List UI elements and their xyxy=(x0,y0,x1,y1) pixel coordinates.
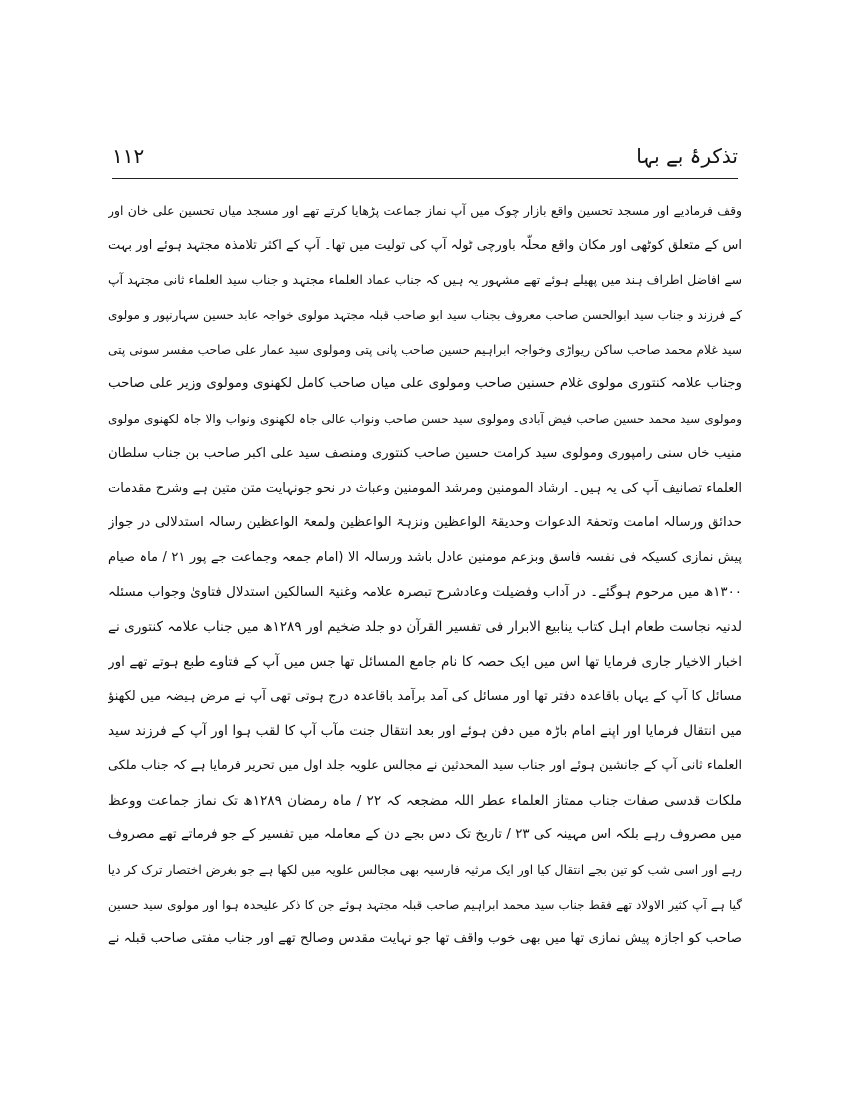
text-line: میں مصروف رہے بلکہ اس مہینہ کی ۲۳ / تاریخ تک دس بجے دن کے معاملہ میں تفسیر کے جو فرماتے تھے مصروف xyxy=(108,827,742,843)
text-line: العلماء ثانی آپ کے جانشین ہوئے اور جناب سید المحدثین نے مجالس علویہ جلد اول میں تحریر فرمایا ہے کہ جناب ملکی xyxy=(108,758,742,773)
text-line: مسائل کا آپ کے یہاں باقاعدہ دفتر تھا اور مسائل کی آمد برآمد باقاعدہ درج ہوتی تھی آپ نے مرض ہیضہ میں لکھنؤ xyxy=(108,688,742,704)
text-line: منیب خاں سنی رامپوری ومولوی سید کرامت حسین صاحب کنتوری ومنصف سید علی اکبر صاحب بن جناب سلطان xyxy=(108,445,742,461)
text-line: سید غلام محمد صاحب ساکن ریواڑی وخواجہ ابراہیم حسین صاحب پانی پتی ومولوی سید عمار علی صاحب مفسر سونی پتی xyxy=(108,342,742,357)
text-line: وقف فرمادیے اور مسجد تحسین واقع بازار چوک میں آپ نماز جماعت پڑھایا کرتے تھے اور مسجد میاں تحسین علی خان اور xyxy=(108,203,742,218)
text-line: ومولوی سید محمد حسین صاحب فیض آبادی ومولوی سید حسن صاحب ونواب عالی جاہ لکھنوی ونواب والا جاہ لکھنوی مولوی xyxy=(108,412,742,427)
text-line: وجناب علامہ کنتوری مولوی غلام حسنین صاحب ومولوی علی میاں صاحب کامل لکھنوی ومولوی وزیر علی صاحب xyxy=(108,376,742,392)
text-line: پیش نمازی کسیکہ فی نفسہ فاسق وبزعم مومنین عادل باشد ورسالہ الا (امام جمعہ وجماعت جے پور ۲۱ / ماہ صیام xyxy=(108,549,742,565)
text-line: اخبار الاخیار جاری فرمایا تھا اس میں ایک حصہ کا نام جامع المسائل تھا جس میں آپ کے فتاوے طبع ہوتے تھے اور xyxy=(108,653,742,670)
text-line: اس کے متعلق کوٹھی اور مکان واقع محلّہ باورچی ٹولہ آپ کی تولیت میں تھا۔ آپ کے اکثر تلامذہ مجتہد ہوئے اور بہت xyxy=(108,237,742,253)
running-title: تذکرۂ بے بہا xyxy=(636,144,738,168)
text-line: العلماء تصانیف آپ کی یہ ہیں۔ ارشاد المومنین ومرشد المومنین وعباث در نحو جونہایت متن متین ہے وشرح مقدمات xyxy=(108,480,742,496)
header-rule xyxy=(112,178,738,179)
body-text xyxy=(108,194,742,957)
text-line: حدائق ورسالہ امامت وتحفۃ الدعوات وحدیقۃ الواعظین ونزہۃ الواعظین ولمعۃ الواعظین رسالہ استدلالی در جواز xyxy=(108,515,742,531)
text-line: رہے اور اسی شب کو تین بجے انتقال کیا اور ایک مرثیہ فارسیہ بھی مجالس علویہ میں لکھا ہے جو بغرض اختصار ترک کر دیا xyxy=(108,862,742,878)
text-line: ۱۳۰۰ھ میں مرحوم ہوگئے۔ در آداب وفضیلت وعادشرح تبصرہ علامہ وغنیۃ السالکین استدلال فتاویٰ وجواب مسئلہ xyxy=(108,584,742,600)
page-header xyxy=(112,136,738,176)
text-line: گیا ہے آپ کثیر الاولاد تھے فقط جناب سید محمد ابراہیم صاحب قبلہ مجتہد ہوئے جن کا ذکر علیحدہ ہوا اور مولوی سید حسین xyxy=(108,897,742,912)
text-line: میں انتقال فرمایا اور اپنے امام باڑہ میں دفن ہوئے اور بعد انتقال جنت مآب آپ کا لقب ہوا اور آپ کے فرزند سید xyxy=(108,723,742,740)
text-line: صاحب کو اجازہ پیش نمازی تھا میں بھی خوب واقف تھا جو نہایت مقدس وصالح تھے اور جناب مفتی صاحب قبلہ نے xyxy=(108,931,742,947)
page-number: ۱۱۲ xyxy=(112,144,145,168)
text-line: ملکات قدسی صفات جناب ممتاز العلماء عطر اللہ مضجعہ کہ ۲۲ / ماہ رمضان ۱۲۸۹ھ تک نماز جماعت ووعظ xyxy=(108,792,742,809)
text-line: سے افاضل اطراف ہند میں پھیلے ہوئے تھے مشہور یہ ہیں کہ جناب عماد العلماء مجتہد و جناب سید العلماء ثانی مجتہد آپ xyxy=(108,272,742,288)
text-line: لدنیہ نجاست طعام اہل کتاب ینابیع الابرار فی تفسیر القرآن دو جلد ضخیم اور ۱۲۸۹ھ میں جناب علامہ کنتوری نے xyxy=(108,619,742,636)
text-line: کے فرزند و جناب سید ابوالحسن صاحب معروف بجناب سید ابو صاحب قبلہ مجتہد مولوی خواجہ عابد حسین سہارنپور و مولوی xyxy=(108,308,742,323)
